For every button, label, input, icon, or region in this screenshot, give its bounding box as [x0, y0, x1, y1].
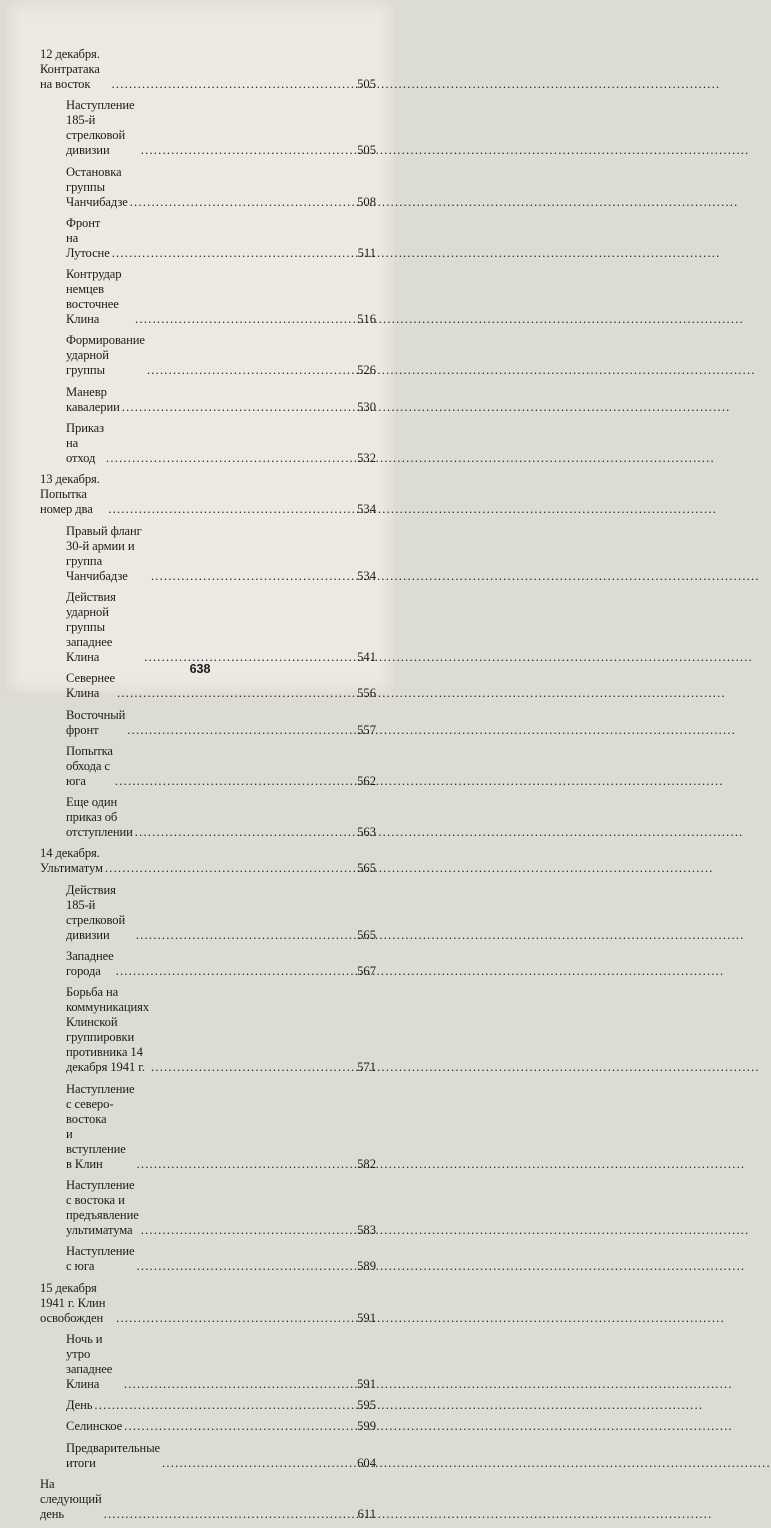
- toc-dot-leader: [147, 363, 352, 378]
- toc-entry-page: 591: [357, 1376, 376, 1391]
- toc-entry-page: 526: [357, 363, 376, 378]
- toc-entry-title: Восточный фронт: [66, 707, 126, 737]
- toc-section-entry: [66, 795, 376, 840]
- toc-dot-leader: [115, 774, 352, 789]
- toc-entry-title: Правый фланг 30-й армии и группа Чанчибадзе: [66, 523, 142, 583]
- toc-dot-leader: [94, 1398, 352, 1413]
- toc-dot-leader: [151, 569, 352, 584]
- toc-dot-leader: [116, 964, 352, 979]
- toc-entry-title: Наступление 185-й стрелковой дивизии: [66, 98, 135, 158]
- toc-entry-title: Остановка группы Чанчибадзе: [66, 164, 128, 209]
- toc-entry-page: 516: [357, 312, 376, 327]
- toc-dot-leader: [137, 1259, 353, 1274]
- toc-section-entry: [66, 267, 376, 327]
- toc-entry-title: Контрудар немцев восточнее Клина: [66, 267, 122, 327]
- toc-chapter-entry: [40, 1477, 376, 1522]
- toc-entry-title: День: [66, 1398, 93, 1413]
- toc-entry-title: Наступление с юга: [66, 1244, 135, 1274]
- toc-dot-leader: [105, 861, 352, 876]
- toc-section-entry: [66, 1178, 376, 1238]
- toc-entry-page: 541: [357, 649, 376, 664]
- toc-entry-page: 611: [357, 1507, 376, 1522]
- toc-entry-title: Западнее города: [66, 949, 114, 979]
- toc-entry-page: 595: [357, 1398, 376, 1413]
- toc-entry-page: 599: [357, 1419, 376, 1434]
- toc-section-entry: [66, 333, 376, 378]
- toc-entry-page: 556: [357, 686, 376, 701]
- toc-dot-leader: [141, 143, 352, 158]
- toc-entry-title: Наступление с северо-востока и вступление в Клин: [66, 1081, 135, 1171]
- toc-dot-leader: [106, 451, 352, 466]
- page-number: 638: [189, 662, 211, 676]
- toc-dot-leader: [136, 928, 352, 943]
- toc-entry-page: 532: [357, 451, 376, 466]
- toc-section-entry: [66, 590, 376, 665]
- toc-entry-title: Попытка обхода с юга: [66, 743, 113, 788]
- toc-section-entry: [66, 985, 376, 1075]
- toc-entry-title: Действия ударной группы западнее Клина: [66, 589, 116, 664]
- toc-dot-leader: [135, 825, 352, 840]
- toc-section-entry: [66, 1419, 376, 1434]
- toc-dot-leader: [122, 400, 352, 415]
- toc-dot-leader: [141, 1223, 352, 1238]
- toc-entry-title: Наступление с востока и предъявление ультиматума: [66, 1177, 139, 1237]
- toc-dot-leader: [135, 312, 352, 327]
- toc-section-entry: [66, 216, 376, 261]
- toc-entry-page: 530: [357, 399, 376, 414]
- toc-entry-page: 571: [357, 1060, 376, 1075]
- toc-entry-page: 591: [357, 1310, 376, 1325]
- toc-entry-title: 14 декабря. Ультиматум: [40, 846, 103, 876]
- toc-chapter-entry: [40, 472, 376, 517]
- toc-entry-page: 589: [357, 1259, 376, 1274]
- table-of-contents: [40, 47, 376, 1528]
- toc-entry-page: 562: [357, 773, 376, 788]
- toc-dot-leader: [116, 1311, 352, 1326]
- toc-entry-page: 534: [357, 502, 376, 517]
- toc-dot-leader: [104, 1507, 352, 1522]
- toc-entry-page: 583: [357, 1222, 376, 1237]
- toc-dot-leader: [151, 1060, 352, 1075]
- toc-dot-leader: [137, 1157, 353, 1172]
- toc-dot-leader: [112, 77, 352, 92]
- toc-chapter-entry: [40, 47, 376, 92]
- toc-entry-title: 15 декабря 1941 г. Клин освобожден: [40, 1280, 106, 1325]
- toc-section-entry: [66, 524, 376, 584]
- toc-section-entry: [66, 1244, 376, 1274]
- toc-entry-page: 505: [357, 143, 376, 158]
- toc-entry-title: На следующий день: [40, 1477, 102, 1522]
- toc-entry-page: 534: [357, 568, 376, 583]
- toc-dot-leader: [124, 1377, 352, 1392]
- toc-entry-title: Действия 185-й стрелковой дивизии: [66, 882, 126, 942]
- toc-chapter-entry: [40, 846, 376, 876]
- toc-section-entry: [66, 744, 376, 789]
- toc-section-entry: [66, 1082, 376, 1172]
- toc-dot-leader: [117, 686, 352, 701]
- toc-entry-page: 563: [357, 825, 376, 840]
- toc-dot-leader: [112, 246, 352, 261]
- toc-entry-title: Маневр кавалерии: [66, 384, 120, 414]
- toc-section-entry: [66, 385, 376, 415]
- toc-entry-title: Севернее Клина: [66, 671, 116, 701]
- toc-section-entry: [66, 1332, 376, 1392]
- toc-entry-page: 511: [357, 245, 376, 260]
- toc-chapter-entry: [40, 1281, 376, 1326]
- toc-entry-title: Ночь и утро западнее Клина: [66, 1331, 113, 1391]
- toc-dot-leader: [108, 502, 352, 517]
- toc-dot-leader: [130, 195, 352, 210]
- toc-entry-page: 604: [357, 1455, 376, 1470]
- toc-dot-leader: [124, 1419, 352, 1434]
- toc-entry-page: 565: [357, 927, 376, 942]
- toc-entry-title: Фронт на Лутосне: [66, 215, 110, 260]
- toc-section-entry: [66, 949, 376, 979]
- toc-entry-title: 13 декабря. Попытка номер два: [40, 472, 100, 517]
- toc-entry-page: 565: [357, 861, 376, 876]
- toc-dot-leader: [162, 1456, 352, 1471]
- toc-entry-title: 12 декабря. Контратака на восток: [40, 47, 100, 91]
- toc-entry-title: Формирование ударной группы: [66, 333, 145, 378]
- toc-entry-title: Предварительные итоги: [66, 1440, 161, 1470]
- toc-section-entry: [66, 883, 376, 943]
- toc-entry-title: Борьба на коммуникациях Клинской группировки противника 14 декабря 1941 г.: [66, 985, 150, 1075]
- toc-entry-title: Приказ на отход: [66, 421, 105, 466]
- toc-dot-leader: [127, 723, 352, 738]
- toc-entry-page: 508: [357, 194, 376, 209]
- toc-section-entry: [66, 421, 376, 466]
- toc-entry-page: 582: [357, 1156, 376, 1171]
- toc-entry-page: 567: [357, 964, 376, 979]
- toc-section-entry: [66, 1441, 376, 1471]
- toc-section-entry: [66, 98, 376, 158]
- book-page: [6, 0, 394, 1522]
- toc-entry-title: Еще один приказ об отступлении: [66, 795, 133, 840]
- toc-section-entry: [66, 708, 376, 738]
- toc-section-entry: [66, 165, 376, 210]
- toc-entry-page: 557: [357, 722, 376, 737]
- toc-entry-page: 505: [357, 77, 376, 91]
- toc-section-entry: [66, 1398, 376, 1413]
- toc-entry-title: Селинское: [66, 1419, 123, 1434]
